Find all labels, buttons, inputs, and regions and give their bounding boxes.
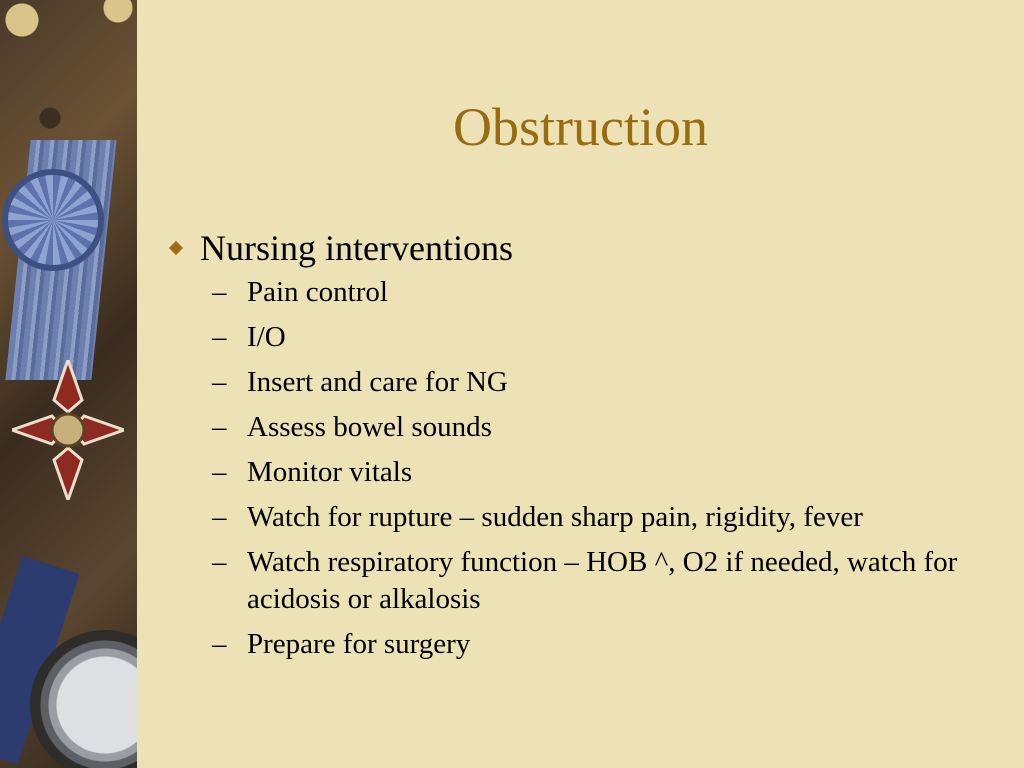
sub-bullet-text: Assess bowel sounds [247,411,492,443]
sub-bullet-text: I/O [247,321,286,353]
medal-cross-image [12,360,124,500]
dash-marker: – [212,546,227,578]
dash-marker: – [212,411,227,443]
dash-marker: – [212,321,227,353]
slide-content [165,226,995,671]
bullet-text: Nursing interventions [200,228,513,268]
sub-bullet-list [212,274,995,663]
sub-bullet-item [212,626,995,663]
dash-marker: – [212,456,227,488]
sub-bullet-item [212,274,995,311]
medal-rosette-image [8,175,98,265]
sub-bullet-item [212,409,995,446]
sub-bullet-text: Prepare for surgery [247,628,471,660]
dash-marker: – [212,276,227,308]
dash-marker: – [212,366,227,398]
sub-bullet-text: Watch for rupture – sudden sharp pain, rigidity, fever [247,501,863,533]
sub-bullet-item [212,454,995,491]
sub-bullet-text: Watch respiratory function – HOB ^, O2 if needed, watch for acidosis or alkalosis [247,546,958,615]
dash-marker: – [212,628,227,660]
dash-marker: – [212,501,227,533]
sub-bullet-item [212,319,995,356]
bullet-item [165,226,995,270]
sub-bullet-item [212,544,995,618]
sub-bullet-text: Insert and care for NG [247,366,508,398]
sub-bullet-item [212,499,995,536]
decorative-side-image [0,0,137,768]
sub-bullet-item [212,364,995,401]
sub-bullet-text: Pain control [247,276,388,308]
diamond-bullet-icon [169,241,183,255]
sub-bullet-text: Monitor vitals [247,456,413,488]
slide-title: Obstruction [453,97,708,157]
